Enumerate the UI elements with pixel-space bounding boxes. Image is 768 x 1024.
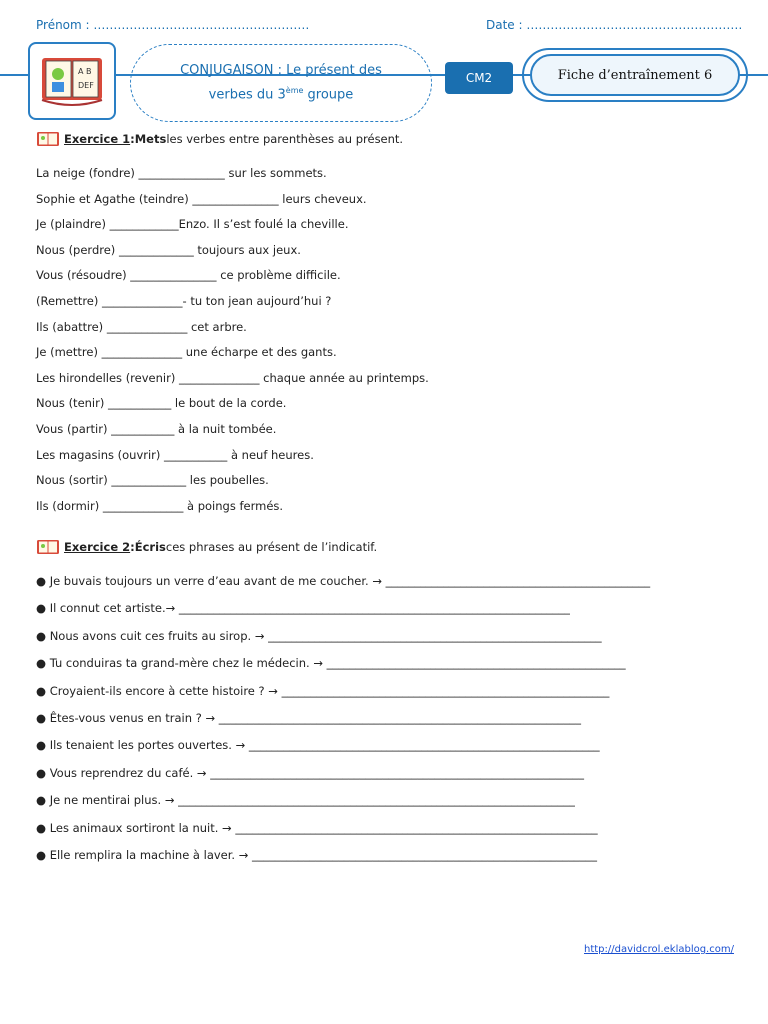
exercise-2-sep: : [130,540,135,554]
date-label: Date : [486,18,523,32]
title-line-2 [180,81,382,105]
svg-text:A B: A B [78,67,92,76]
exercise-1-heading [36,130,403,148]
book-logo [28,42,116,120]
exercise-2-line[interactable]: ● Êtes-vous venus en train ? → _______________________________________________________________ [36,711,581,725]
exercise-1-label: Exercice 1 [64,132,131,146]
exercise-1-line[interactable]: Nous (tenir) ___________ le bout de la corde. [36,396,287,411]
exercise-1-line[interactable]: Vous (partir) ___________ à la nuit tombée. [36,422,277,436]
exercise-1-line[interactable]: Ils (dormir) ______________ à poings fermés. [36,498,284,513]
exercise-2-heading [36,538,377,556]
fiche-title: Fiche d’entraînement 6 [530,54,740,96]
prenom-field[interactable] [36,18,309,32]
exercise-2-line[interactable]: ● Je ne mentirai plus. → _____________________________________________________________________ [36,793,575,808]
exercise-2-verb: Écris [134,540,166,554]
date-dots: ……………………………………………… [526,18,743,32]
exercise-2-line[interactable]: ● Croyaient-ils encore à cette histoire ? → _________________________________________________________ [36,683,610,698]
exercise-2-line[interactable]: ● Elle remplira la machine à laver. → ____________________________________________________________ [36,848,598,862]
title-superscript: ème [285,85,304,95]
exercise-1-line[interactable]: Nous (perdre) _____________ toujours aux jeux. [36,242,301,257]
prenom-dots: ……………………………………………… [93,18,310,32]
exercise-2-line[interactable]: ● Nous avons cuit ces fruits au sirop. → __________________________________________________________ [36,628,602,643]
prenom-label: Prénom : [36,18,90,32]
exercise-2-label: Exercice 2 [64,540,131,554]
title-line-2a: verbes du 3 [208,87,286,103]
footer-link[interactable]: http://davidcrol.eklablog.com/ [584,944,734,955]
exercise-2-instruction: ces phrases au présent de l’indicatif. [165,540,378,554]
exercise-1-verb: Mets [134,132,167,146]
exercise-1-instruction: les verbes entre parenthèses au présent. [166,132,404,146]
level-badge: CM2 [445,62,513,94]
exercise-2-line[interactable]: ● Vous reprendrez du café. → _________________________________________________________________ [36,765,584,780]
exercise-2-line[interactable]: ● Il connut cet artiste.→ ____________________________________________________________________ [36,601,570,616]
exercise-1-line[interactable]: Je (mettre) ______________ une écharpe et des gants. [36,345,337,360]
exercise-1-line[interactable]: Ils (abattre) ______________ cet arbre. [36,319,247,334]
exercise-1-line[interactable]: Les hirondelles (revenir) ______________ chaque année au printemps. [36,370,429,385]
title-box [130,44,432,122]
svg-text:DEF: DEF [78,81,94,90]
book-small-icon [36,130,60,148]
exercise-1-line[interactable]: Je (plaindre) ____________Enzo. Il s’est foulé la cheville. [36,217,349,232]
exercise-1-sep: : [130,132,135,146]
title-line-1: CONJUGAISON : Le présent des [180,62,382,78]
exercise-1-line[interactable]: Nous (sortir) _____________ les poubelles. [36,473,269,488]
book-small-icon [36,538,60,556]
exercise-1-line[interactable]: Sophie et Agathe (teindre) _______________ leurs cheveux. [36,191,367,206]
exercise-1-line[interactable]: Vous (résoudre) _______________ ce problème difficile. [36,268,341,283]
date-field[interactable] [486,18,742,32]
exercise-2-line[interactable]: ● Ils tenaient les portes ouvertes. → _____________________________________________________________ [36,738,600,753]
exercise-1-line[interactable]: La neige (fondre) _______________ sur les sommets. [36,166,327,180]
book-icon [30,44,114,118]
exercise-1-line[interactable]: Les magasins (ouvrir) ___________ à neuf heures. [36,447,314,462]
exercise-2-line[interactable]: ● Tu conduiras ta grand-mère chez le médecin. → ____________________________________________________ [36,656,626,671]
title-line-2b: groupe [303,87,354,103]
exercise-2-line[interactable]: ● Les animaux sortiront la nuit. → _______________________________________________________________ [36,820,598,835]
exercise-1-line[interactable]: (Remettre) ______________- tu ton jean aujourd’hui ? [36,294,332,308]
exercise-2-line[interactable]: ● Je buvais toujours un verre d’eau avant de me coucher. → ______________________________________________ [36,574,651,588]
